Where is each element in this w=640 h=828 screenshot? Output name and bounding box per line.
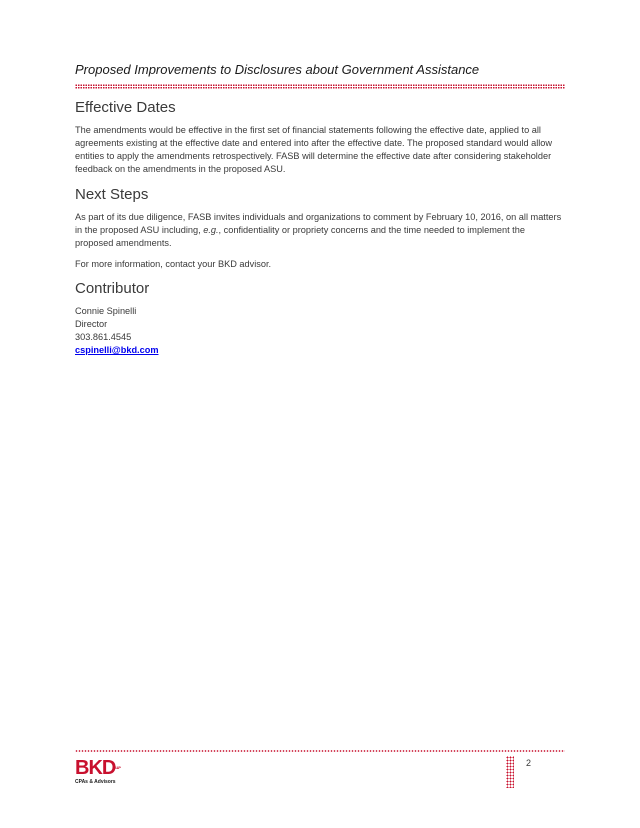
next-steps-body-eg: e.g. xyxy=(203,225,219,235)
effective-dates-body: The amendments would be effective in the first set of financial statements following the effective date, applied to all agreements existing at the effective date and entered into after the effective date. The proposed standard would allow entities to apply the amendments retrospectively. FASB will determine the effective date after considering stakeholder feedback on the amendments in the proposed ASU. xyxy=(75,125,553,174)
contributor-phone: 303.861.4545 xyxy=(75,332,132,342)
contributor-name: Connie Spinelli xyxy=(75,306,137,316)
bkd-logo-text: BKD xyxy=(75,757,116,779)
section-contributor xyxy=(75,280,565,357)
contributor-email-link[interactable]: cspinelli@bkd.com xyxy=(75,345,159,355)
page-header-title: Proposed Improvements to Disclosures about Government Assistance xyxy=(75,62,480,77)
next-steps-body-start: As part of its due diligence, FASB invites individuals and organizations to comment by February 10, 2016, on all matters in the proposed ASU including, xyxy=(75,212,562,235)
next-steps-body xyxy=(75,211,565,250)
footer-dotted-divider xyxy=(75,750,565,752)
next-steps-heading: Next Steps xyxy=(75,186,149,203)
contributor-heading: Contributor xyxy=(75,280,150,297)
page-number: 2 xyxy=(526,758,532,768)
header-dotted-divider xyxy=(75,84,565,89)
bkd-logo-suffix: LLP xyxy=(115,765,120,770)
next-steps-body-end: , confidentiality or propriety concerns and the time needed to implement the proposed amendments. xyxy=(75,225,525,248)
section-effective-dates xyxy=(75,99,565,184)
footer-dot-column xyxy=(506,756,514,788)
bkd-logo-tagline: CPAs & Advisors xyxy=(75,779,116,785)
bkd-logo xyxy=(75,758,135,790)
effective-dates-heading: Effective Dates xyxy=(75,99,176,116)
section-next-steps xyxy=(75,186,565,279)
more-info-text: For more information, contact your BKD advisor. xyxy=(75,259,272,269)
contributor-title: Director xyxy=(75,319,108,329)
